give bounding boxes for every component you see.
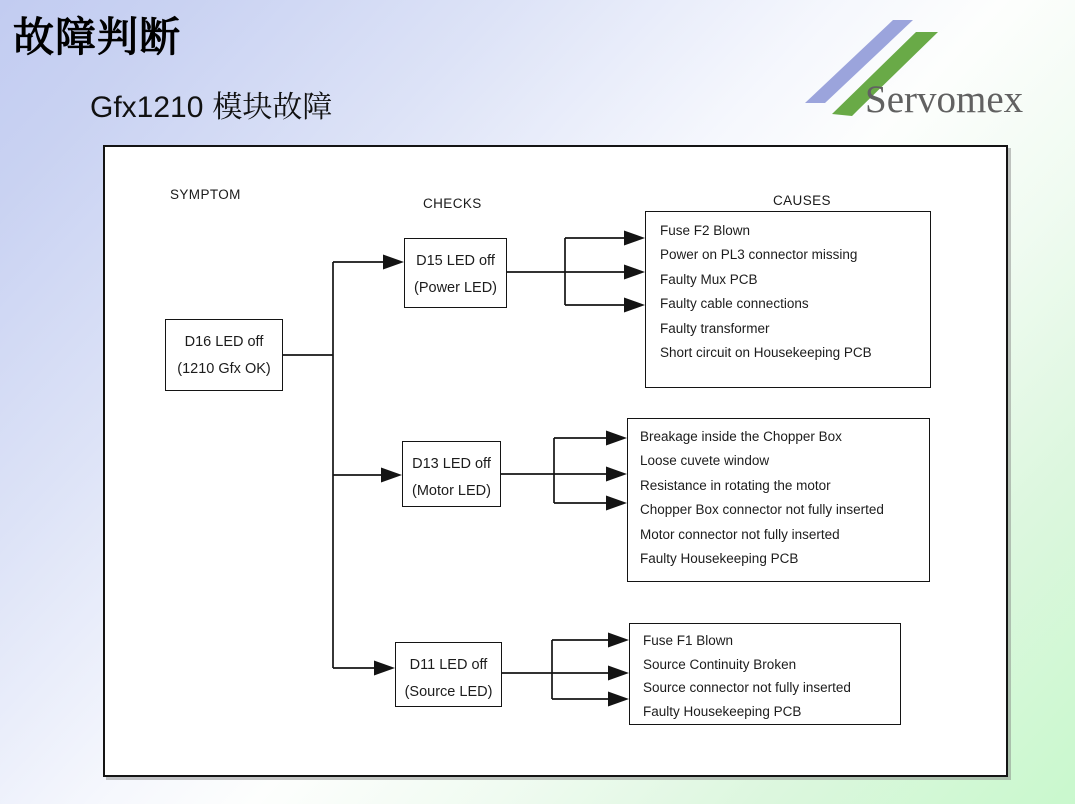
symptom-box-line2: (1210 Gfx OK) <box>177 361 271 377</box>
cause-item: Fuse F1 Blown <box>643 633 734 648</box>
cause-item: Faulty Housekeeping PCB <box>640 551 799 567</box>
cause-item: Faulty Mux PCB <box>660 271 758 287</box>
check-box-line2: (Motor LED) <box>412 483 491 499</box>
cause-item: Faulty Housekeeping PCB <box>643 703 802 719</box>
causes-box-motor <box>627 418 930 582</box>
symptom-box-d16 <box>165 319 283 391</box>
cause-item: Source connector not fully inserted <box>643 680 851 696</box>
cause-item: Source Continuity Broken <box>643 656 797 672</box>
slide-subtitle <box>90 82 332 126</box>
causes-list <box>640 425 925 571</box>
cause-item: Motor connector not fully inserted <box>640 526 840 542</box>
causes-box-source <box>629 623 901 725</box>
check-box-d11 <box>395 642 502 707</box>
causes-list <box>643 629 896 723</box>
check-box-line1: D15 LED off <box>416 253 495 269</box>
cause-item: Breakage inside the Chopper Box <box>640 429 842 444</box>
symptom-box-line1: D16 LED off <box>184 334 264 350</box>
cause-item: Chopper Box connector not fully inserted <box>640 502 884 518</box>
causes-box-power <box>645 211 931 388</box>
subtitle-model: Gfx1210 <box>90 91 204 124</box>
check-box-line1: D11 LED off <box>409 657 488 673</box>
logo-brand-text: Servomex <box>865 78 1024 121</box>
column-header-symptom: SYMPTOM <box>170 187 241 202</box>
causes-list <box>660 219 926 365</box>
check-box-d15 <box>404 238 507 308</box>
cause-item: Loose cuvete window <box>640 453 770 469</box>
cause-item: Short circuit on Housekeeping PCB <box>660 345 872 361</box>
check-box-line1: D13 LED off <box>412 456 491 472</box>
cause-item: Power on PL3 connector missing <box>660 247 858 263</box>
column-header-checks: CHECKS <box>423 196 482 211</box>
cause-item: Faulty transformer <box>660 320 770 336</box>
check-box-d13 <box>402 441 501 507</box>
check-box-line2: (Source LED) <box>404 684 493 700</box>
column-header-causes: CAUSES <box>773 193 831 208</box>
cause-item: Resistance in rotating the motor <box>640 477 831 493</box>
subtitle-chinese: 模块故障 <box>212 90 333 125</box>
check-box-line2: (Power LED) <box>414 280 497 296</box>
servomex-logo <box>790 8 1070 123</box>
cause-item: Faulty cable connections <box>660 296 809 312</box>
page-title: 故障判断 <box>13 13 181 61</box>
cause-item: Fuse F2 Blown <box>660 223 751 238</box>
